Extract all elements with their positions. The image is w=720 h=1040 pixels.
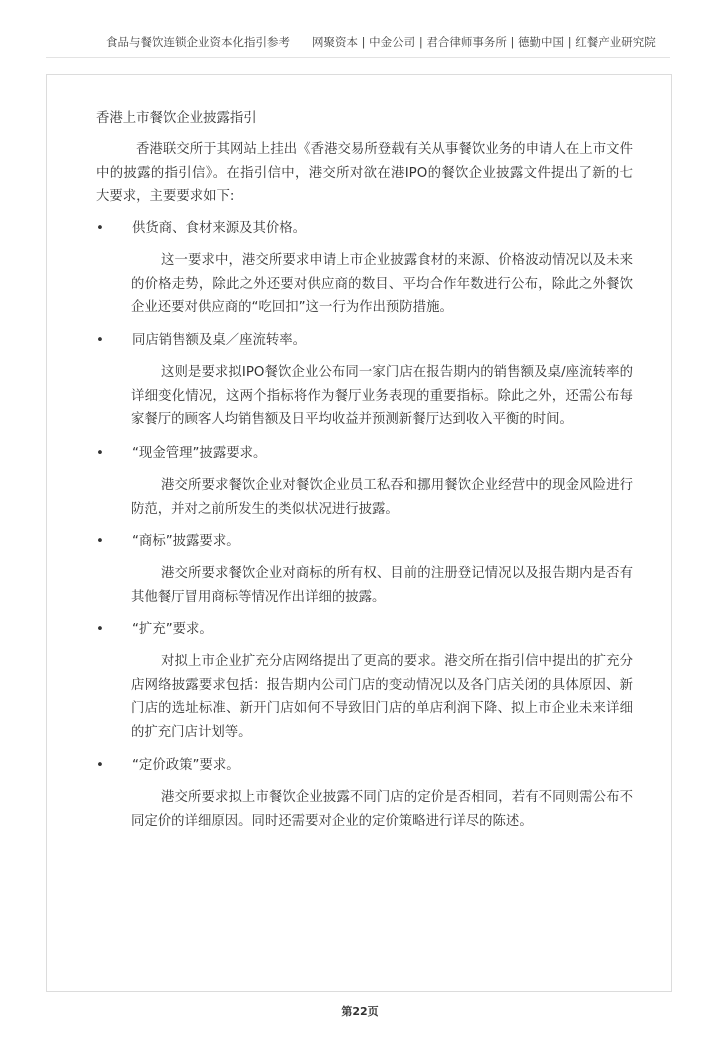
bullet-icon: • bbox=[96, 333, 104, 348]
bullet-icon: • bbox=[96, 758, 104, 773]
page-number: 第22页 bbox=[341, 1005, 379, 1018]
document-title: 食品与餐饮连锁企业资本化指引参考 bbox=[106, 35, 290, 49]
list-item-body: 港交所要求餐饮企业对商标的所有权、目前的注册登记情况以及报告期内是否有其他餐厅冒用商标等情况作出详细的披露。 bbox=[131, 566, 633, 605]
bullet-icon: • bbox=[96, 622, 104, 637]
header-divider bbox=[46, 57, 670, 58]
list-item-label: 同店销售额及桌／座流转率。 bbox=[132, 333, 307, 348]
bullet-icon: • bbox=[96, 446, 104, 461]
list-item-label: 供货商、食材来源及其价格。 bbox=[132, 221, 307, 236]
list-item-label: “商标”披露要求。 bbox=[132, 534, 240, 549]
list-item-body: 对拟上市企业扩充分店网络提出了更高的要求。港交所在指引信中提出的扩充分店网络披露要求包括：报告期内公司门店的变动情况以及各门店关闭的具体原因、新门店的选址标准、新开门店如何不导致旧门店的单店利润下降、拟上市企业未来详细的扩充门店计划等。 bbox=[131, 654, 633, 740]
list-item-label: “扩充”要求。 bbox=[132, 622, 213, 637]
bullet-icon: • bbox=[96, 534, 104, 549]
list-item-label: “定价政策”要求。 bbox=[132, 758, 240, 773]
list-item-body: 港交所要求餐饮企业对餐饮企业员工私吞和挪用餐饮企业经营中的现金风险进行防范，并对之前所发生的类似状况进行披露。 bbox=[131, 478, 633, 517]
list-item-body: 港交所要求拟上市餐饮企业披露不同门店的定价是否相同，若有不同则需公布不同定价的详细原因。同时还需要对企业的定价策略进行详尽的陈述。 bbox=[131, 790, 633, 829]
bullet-icon: • bbox=[96, 221, 104, 236]
list-item-body: 这一要求中，港交所要求申请上市企业披露食材的来源、价格波动情况以及未来的价格走势，除此之外还要对供应商的数目、平均合作年数进行公布，除此之外餐饮企业还要对供应商的“吃回扣”这一行为作出预防措施。 bbox=[131, 253, 633, 315]
list-item-body: 这则是要求拟IPO餐饮企业公布同一家门店在报告期内的销售额及桌/座流转率的详细变化情况，这两个指标将作为餐厅业务表现的重要指标。除此之外，还需公布每家餐厅的顾客人均销售额及日平均收益并预测新餐厅达到收入平衡的时间。 bbox=[131, 365, 633, 427]
intro-paragraph: 香港联交所于其网站上挂出《香港交易所登载有关从事餐饮业务的申请人在上市文件中的披露的指引信》。在指引信中，港交所对欲在港IPO的餐饮企业披露文件提出了新的七大要求，主要要求如下: bbox=[96, 142, 633, 204]
list-item-label: “现金管理”披露要求。 bbox=[132, 446, 267, 461]
publisher-list: 网聚资本 | 中金公司 | 君合律师事务所 | 德勤中国 | 红餐产业研究院 bbox=[312, 35, 656, 49]
section-title: 香港上市餐饮企业披露指引 bbox=[96, 111, 257, 126]
